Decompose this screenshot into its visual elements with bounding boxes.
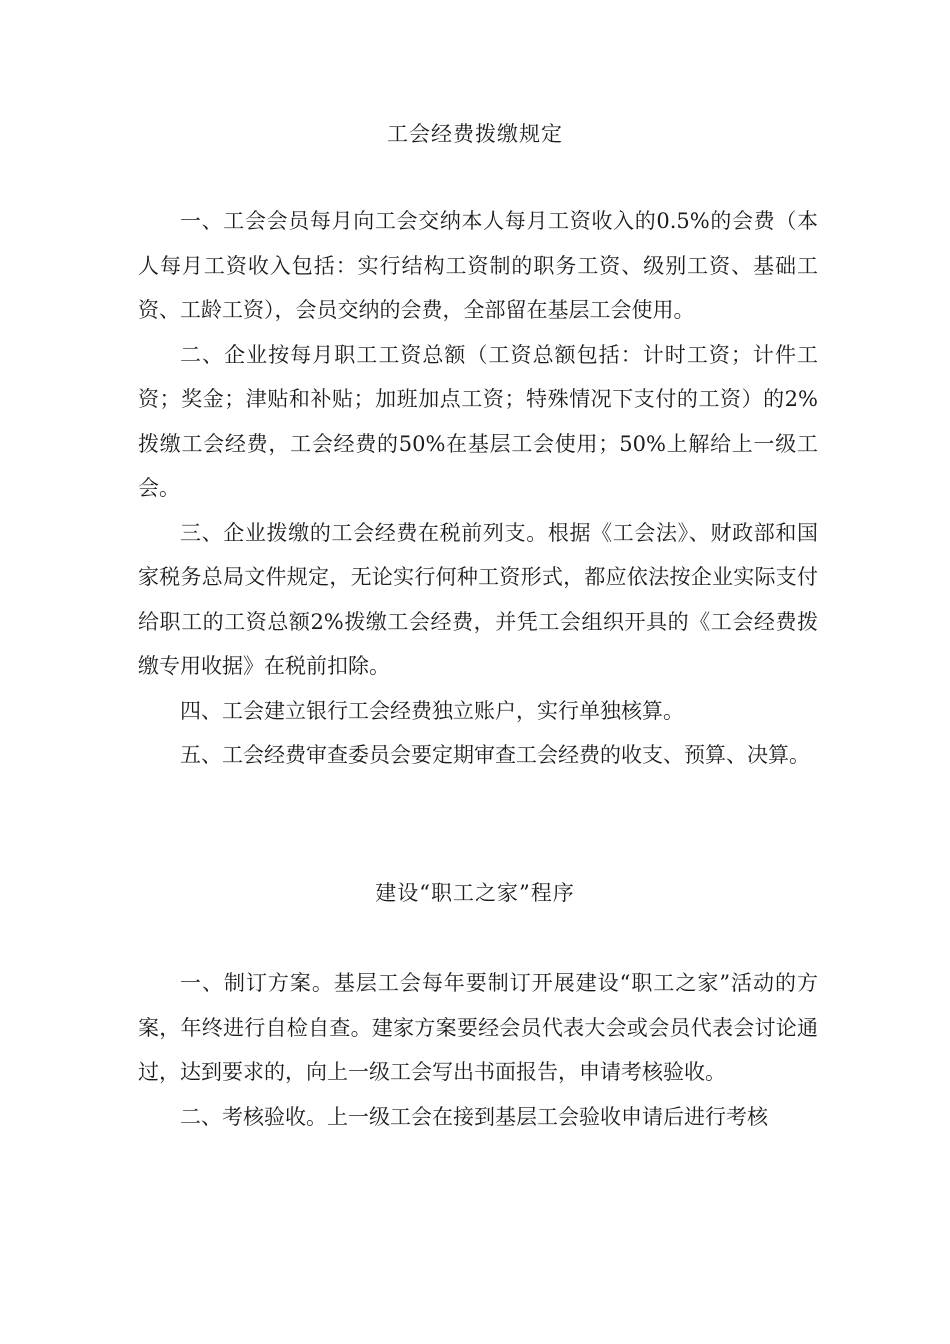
section-title-union-fund-rules: 工会经费拨缴规定 — [387, 122, 563, 146]
paragraph-4: 四、工会建立银行工会经费独立账户，实行单独核算。 — [180, 698, 684, 723]
section-body-workers-home-procedure — [138, 961, 818, 1139]
paragraph-2: 二、考核验收。上一级工会在接到基层工会验收申请后进行考核 — [180, 1104, 768, 1129]
paragraph-3: 三、企业拨缴的工会经费在税前列支。根据《工会法》、财政部和国家税务总局文件规定，无论实行何种工资形式，都应依法按企业实际支付给职工的工资总额2%拨缴工会经费，并凭工会组织开具的《工会经费拨缴专用收据》在税前扣除。 — [138, 520, 818, 678]
paragraph-2: 二、企业按每月职工工资总额（工资总额包括：计时工资；计件工资；奖金；津贴和补贴；加班加点工资；特殊情况下支付的工资）的2%拨缴工会经费，工会经费的50%在基层工会使用；50%上解给上一级工会。 — [138, 342, 818, 500]
paragraph-1: 一、制订方案。基层工会每年要制订开展建设“职工之家”活动的方案，年终进行自检自查。建家方案要经会员代表大会或会员代表会讨论通过，达到要求的，向上一级工会写出书面报告，申请考核验收。 — [138, 971, 818, 1084]
section-body-union-fund-rules — [138, 199, 818, 778]
section-title-workers-home-procedure: 建设“职工之家”程序 — [375, 881, 575, 905]
paragraph-1: 一、工会会员每月向工会交纳本人每月工资收入的0.5%的会费（本人每月工资收入包括：实行结构工资制的职务工资、级别工资、基础工资、工龄工资），会员交纳的会费，全部留在基层工会使用。 — [138, 209, 818, 322]
paragraph-5: 五、工会经费审查委员会要定期审查工会经费的收支、预算、决算。 — [180, 743, 810, 767]
